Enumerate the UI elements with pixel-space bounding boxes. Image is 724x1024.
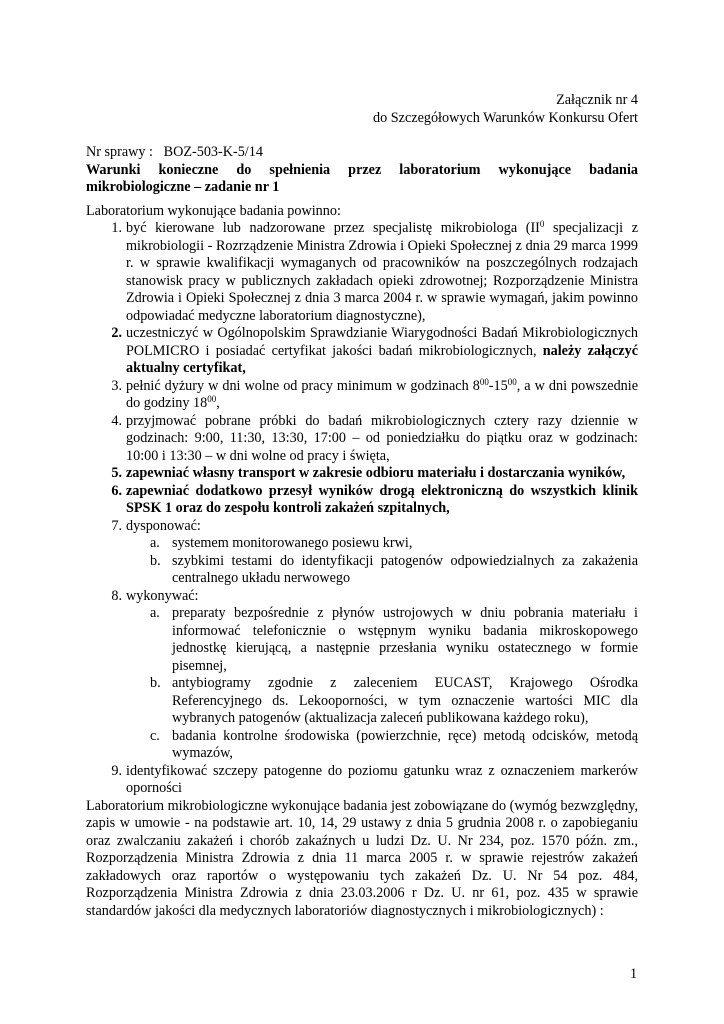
list-item-text: -15: [488, 377, 508, 394]
list-item: [86, 588, 638, 606]
sub-item-text: badania kontrolne środowiska (powierzchnie, ręce) metodą odcisków, metodą wymazów,: [172, 727, 638, 761]
sub-list-item: [86, 553, 638, 588]
list-item-text: identyfikować szczepy patogenne do poziomu gatunku wraz z oznaczeniem markerów oporności: [126, 762, 638, 796]
list-item-number: 2.: [111, 325, 122, 341]
list-item-number: 4.: [111, 412, 122, 429]
annex-subtitle: do Szczegółowych Warunków Konkursu Ofert: [373, 109, 638, 126]
page-number: 1: [630, 966, 638, 982]
sub-list-item: [86, 535, 638, 553]
list-item-number: 5.: [111, 465, 122, 481]
list-item-text: ,: [216, 395, 220, 411]
list-item-bold-text: zapewniać własny transport w zakresie odbioru materiału i dostarczania wyników,: [126, 465, 626, 481]
list-item-text: dysponować:: [126, 517, 201, 534]
closing-paragraph: Laboratorium mikrobiologiczne wykonujące badania jest zobowiązane do (wymóg bezwzględny, zapis w umowie - na podstawie art. 10, 14, 29 ustawy z dnia 5 grudnia 2008 r. o zapobieganiu oraz zwalczaniu zakażeń i chorób zakaźnych u ludzi Dz. U. Nr 234, poz. 1570 późn. zm., Rozporządzenia Ministra Zdrowia z dnia 11 marca 2005 r. w sprawie rejestrów zakażeń zakładowych oraz raportów o występowaniu tych zakażeń Dz. U. Nr 54 poz. 484, Rozporządzenia Ministra Zdrowia z dnia 23.03.2006 r Dz. U. nr 61, poz. 435 w sprawie standardów jakości dla medycznych laboratoriów diagnostycznych i mikrobiologicznych) :: [86, 797, 638, 919]
list-item-text: uczestniczyć w Ogólnopolskim Sprawdzianie Wiarygodności Badań Mikrobiologicznych POLMICRO i posiadać certyfikat jakości badań mikrobiologicznych,: [126, 325, 638, 359]
list-item: [86, 763, 638, 798]
superscript: 00: [207, 394, 217, 404]
list-item: [86, 483, 638, 518]
list-item: [86, 413, 638, 466]
list-item-text: pełnić dyżury w dni wolne od pracy minimum w godzinach 8: [126, 377, 480, 394]
list-item-bold-text: zapewniać dodatkowo przesył wyników drogą elektroniczną do wszystkich klinik SPSK 1 oraz do zespołu kontroli zakażeń szpitalnych,: [126, 482, 638, 516]
document-page: [86, 92, 638, 920]
list-item-text: wykonywać:: [126, 587, 199, 604]
sub-list-item: [86, 728, 638, 763]
list-item-number: 9.: [111, 762, 122, 779]
case-number: Nr sprawy : BOZ-503-K-5/14: [86, 144, 263, 160]
list-item-number: 8.: [111, 587, 122, 604]
list-item-text: przyjmować pobrane próbki do badań mikrobiologicznych cztery razy dziennie w godzinach: 9:00, 11:30, 13:30, 17:00 – od poniedziałku do piątku oraz w godzinach: 10:00 i 13:30 – w dni wolne od pracy i święta,: [126, 412, 638, 464]
superscript: 00: [507, 376, 517, 387]
list-item-number: 7.: [111, 517, 122, 534]
list-item-number: 3.: [111, 377, 122, 394]
sub-list-item: [86, 605, 638, 675]
list-item-text: być kierowane lub nadzorowane przez specjalistę mikrobiologa (II: [126, 220, 540, 236]
list-item: [86, 325, 638, 378]
list-item: [86, 465, 638, 483]
sub-item-letter: a.: [150, 535, 160, 551]
list-item-number: 6.: [111, 482, 122, 499]
sub-item-text: szybkimi testami do identyfikacji patogenów odpowiedzialnych za zakażenia centralnego układu nerwowego: [172, 552, 638, 586]
document-title: Warunki konieczne do spełnienia przez laboratorium wykonujące badania mikrobiologiczne – zadanie nr 1: [86, 161, 638, 195]
sub-item-letter: a.: [150, 605, 160, 621]
sub-item-letter: b.: [150, 675, 161, 691]
list-item: [86, 378, 638, 413]
sub-item-text: systemem monitorowanego posiewu krwi,: [172, 535, 413, 551]
superscript: 00: [479, 376, 489, 387]
superscript: 0: [539, 219, 545, 229]
annex-title: Załącznik nr 4: [556, 92, 638, 108]
list-item: [86, 220, 638, 325]
list-item-number: 1.: [111, 220, 122, 236]
list-item-text: specjalizacji z mikrobiologii - Rozrządzenie Ministra Zdrowia i Opieki Społecznej z dnia 29 marca 1999 r. w sprawie kwalifikacji wymaganych od pracowników na poszczególnych rodzajach stanowisk pracy w publicznych zakładach opieki zdrowotnej; Rozporządzenie Ministra Zdrowia i Opieki Społecznej z dnia 3 marca 2004 r. w sprawie wymagań, jakim powinno odpowiadać medyczne laboratorium diagnostyczne),: [126, 220, 638, 324]
sub-item-text: preparaty bezpośrednie z płynów ustrojowych w dniu pobrania materiału i informować telefonicznie o wstępnym wyniku badania mikroskopowego jednostkę kierującą, a następnie przesłania wyniku ostatecznego w formie pisemnej,: [172, 605, 638, 674]
sub-item-letter: b.: [150, 552, 161, 569]
intro-text: Laboratorium wykonujące badania powinno:: [86, 202, 341, 219]
sub-list-item: [86, 675, 638, 728]
list-item-bold-text: należy załączyć aktualny certyfikat,: [126, 342, 638, 376]
list-item: [86, 518, 638, 536]
sub-item-text: antybiogramy zgodnie z zaleceniem EUCAST, Krajowego Ośrodka Referencyjnego ds. Lekooporności, w tym oznaczenie wartości MIC dla wybranych patogenów (aktualizacja zaleceń publikowana każdego roku),: [172, 675, 638, 726]
list-item-text: , a w dni powszednie do godziny 18: [126, 377, 638, 411]
sub-item-letter: c.: [150, 727, 160, 744]
